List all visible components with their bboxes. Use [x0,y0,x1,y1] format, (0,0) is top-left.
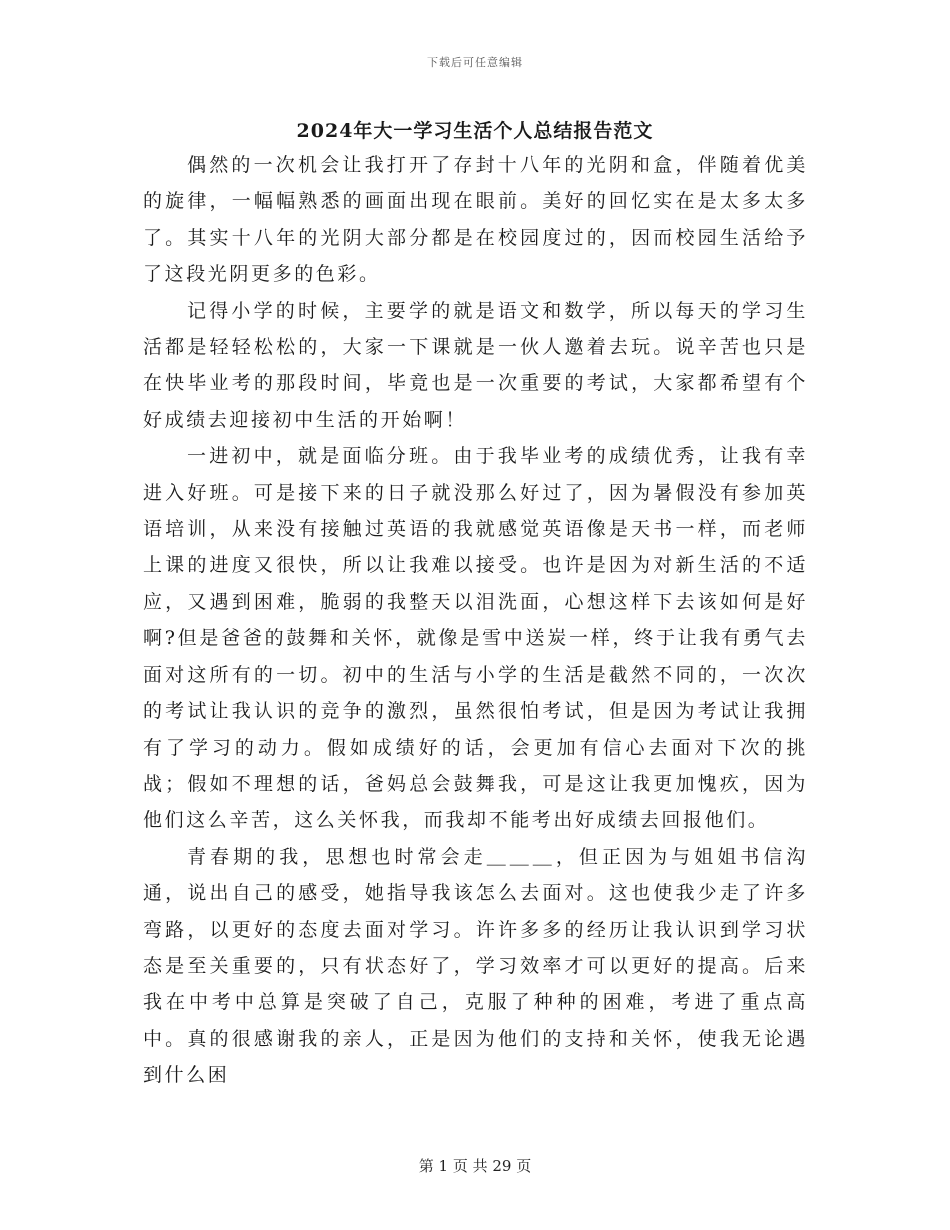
document-body [143,147,808,1094]
paragraph-4: 青春期的我，思想也时常会走＿＿＿，但正因为与姐姐书信沟通，说出自己的感受，她指导我该怎么去面对。这也使我少走了许多弯路，以更好的态度去面对学习。许许多多的经历让我认识到学习状态是至关重要的，只有状态好了，学习效率才可以更好的提高。后来我在中考中总算是突破了自己，克服了种种的困难，考进了重点高中。真的很感谢我的亲人，正是因为他们的支持和关怀，使我无论遇到什么困 [143,845,808,1087]
paragraph-3: 一进初中，就是面临分班。由于我毕业考的成绩优秀，让我有幸进入好班。可是接下来的日子就没那么好过了，因为暑假没有参加英语培训，从来没有接触过英语的我就感觉英语像是天书一样，而老师上课的进度又很快，所以让我难以接受。也许是因为对新生活的不适应，又遇到困难，脆弱的我整天以泪洗面，心想这样下去该如何是好啊?但是爸爸的鼓舞和关怀，就像是雪中送炭一样，终于让我有勇气去面对这所有的一切。初中的生活与小学的生活是截然不同的，一次次的考试让我认识的竞争的激烈，虽然很怕考试，但是因为考试让我拥有了学习的动力。假如成绩好的话，会更加有信心去面对下次的挑战；假如不理想的话，爸妈总会鼓舞我，可是这让我更加愧疚，因为他们这么辛苦，这么关怀我，而我却不能考出好成绩去回报他们。 [143,445,808,832]
paragraph-2: 记得小学的时候，主要学的就是语文和数学，所以每天的学习生活都是轻轻松松的，大家一下课就是一伙人邀着去玩。说辛苦也只是在快毕业考的那段时间，毕竟也是一次重要的考试，大家都希望有个好成绩去迎接初中生活的开始啊！ [143,299,808,431]
header-note: 下载后可任意编辑 [427,56,523,69]
paragraph-1: 偶然的一次机会让我打开了存封十八年的光阴和盒，伴随着优美的旋律，一幅幅熟悉的画面出现在眼前。美好的回忆实在是太多太多了。其实十八年的光阴大部分都是在校园度过的，因而校园生活给予了这段光阴更多的色彩。 [143,154,808,286]
document-title: 2024年大一学习生活个人总结报告范文 [296,120,654,142]
page-number: 第 1 页 共 29 页 [418,1157,532,1175]
